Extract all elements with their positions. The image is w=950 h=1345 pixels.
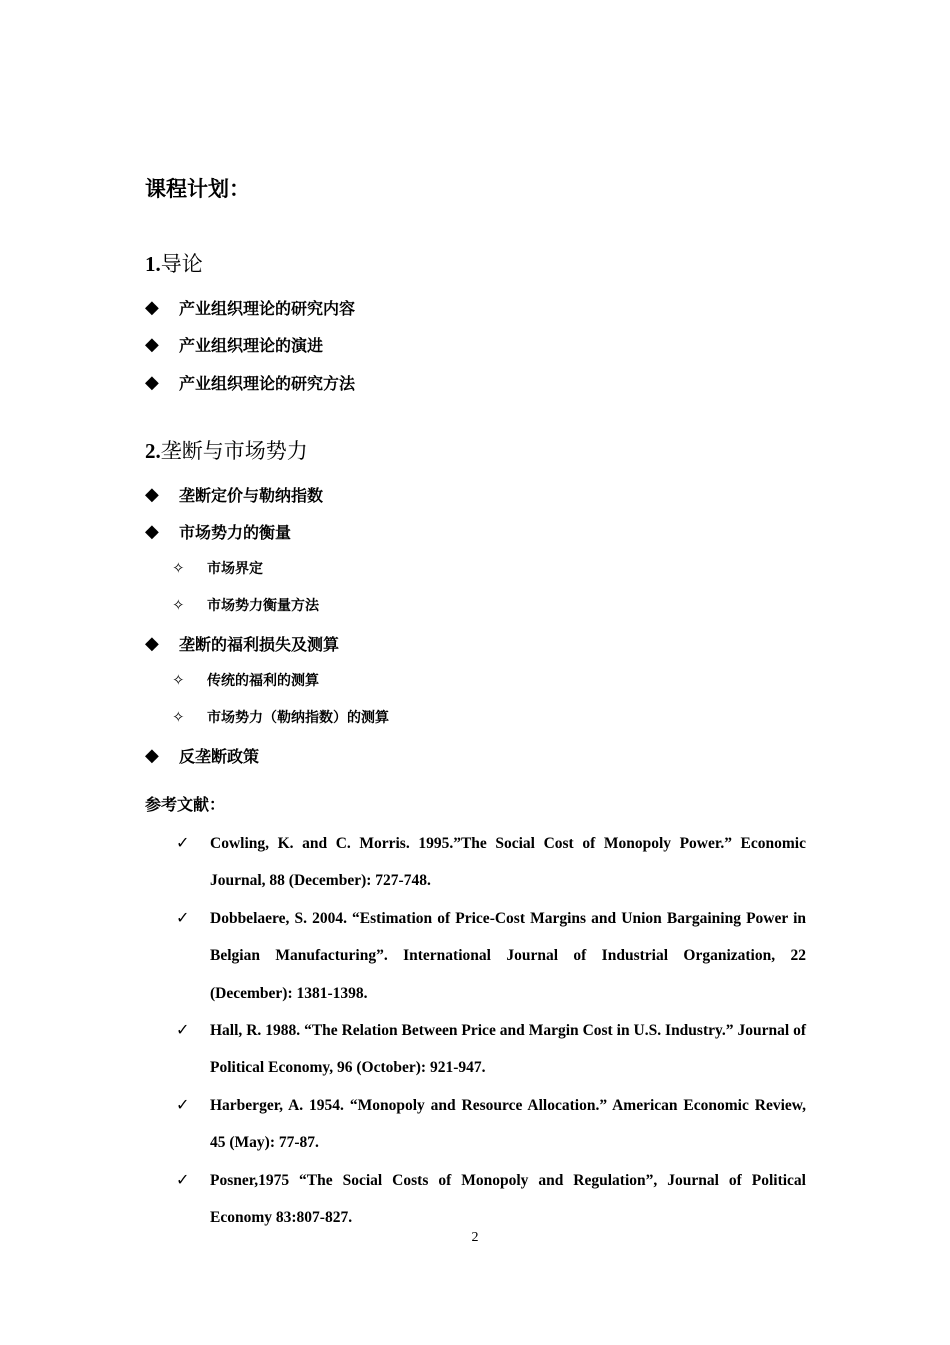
checkmark-icon: ✓ <box>176 1170 190 1189</box>
references-heading: 参考文献： <box>145 795 226 814</box>
diamond-bullet-icon: ◆ <box>145 333 159 355</box>
four-point-star-bullet-icon: ✧ <box>172 596 185 614</box>
list-item-label: 市场势力的衡量 <box>179 522 292 542</box>
four-point-star-bullet-icon: ✧ <box>172 708 185 726</box>
section-number: 2. <box>145 439 161 463</box>
diamond-bullet-icon: ◆ <box>145 632 159 654</box>
list-item <box>145 630 339 656</box>
section-2-heading <box>145 436 308 466</box>
sub-list-item <box>172 556 263 580</box>
four-point-star-bullet-icon: ✧ <box>172 671 185 689</box>
diamond-bullet-icon: ◆ <box>145 520 159 542</box>
reference-entry: Dobbelaere, S. 2004. “Estimation of Price-Cost Margins and Union Bargaining Power in Belgian Manufacturing”. International Journal of Industrial Organization, 22 (December): 1381-1398. <box>210 910 806 1002</box>
four-point-star-bullet-icon: ✧ <box>172 559 185 577</box>
list-item <box>145 481 323 507</box>
list-item-label: 产业组织理论的演进 <box>179 335 324 355</box>
diamond-bullet-icon: ◆ <box>145 483 159 505</box>
reference-entry: Hall, R. 1988. “The Relation Between Price and Margin Cost in U.S. Industry.” Journal of Political Economy, 96 (October): 921-947. <box>210 1022 806 1077</box>
diamond-bullet-icon: ◆ <box>145 296 159 318</box>
reference-entry: Posner,1975 “The Social Costs of Monopoly and Regulation”, Journal of Political Economy 83:807-827. <box>210 1172 806 1227</box>
reference-entry: Cowling, K. and C. Morris. 1995.”The Social Cost of Monopoly Power.” Economic Journal, 88 (December): 727-748. <box>210 835 806 890</box>
sub-list-item <box>172 668 319 692</box>
checkmark-icon: ✓ <box>176 833 190 852</box>
section-1-heading <box>145 249 203 279</box>
list-item <box>145 331 323 357</box>
list-item <box>145 518 291 544</box>
list-item-label: 垄断的福利损失及测算 <box>179 634 340 654</box>
sub-list-item-label: 市场势力（勒纳指数）的测算 <box>207 710 389 726</box>
list-item-label: 垄断定价与勒纳指数 <box>179 485 324 505</box>
diamond-bullet-icon: ◆ <box>145 371 159 393</box>
sub-list-item-label: 市场界定 <box>207 561 263 577</box>
list-item-label: 反垄断政策 <box>179 746 260 766</box>
list-item <box>145 294 355 320</box>
sub-list-item <box>172 705 389 729</box>
section-title: 导论 <box>160 252 203 276</box>
sub-list-item-label: 传统的福利的测算 <box>207 673 319 689</box>
list-item-label: 产业组织理论的研究方法 <box>179 373 356 393</box>
checkmark-icon: ✓ <box>176 908 190 927</box>
sub-list-item <box>172 593 319 617</box>
sub-list-item-label: 市场势力衡量方法 <box>207 598 319 614</box>
diamond-bullet-icon: ◆ <box>145 744 159 766</box>
page-title: 课程计划： <box>145 177 250 201</box>
checkmark-icon: ✓ <box>176 1095 190 1114</box>
section-title: 垄断与市场势力 <box>160 439 308 463</box>
checkmark-icon: ✓ <box>176 1020 190 1039</box>
page-number: 2 <box>471 1230 479 1245</box>
list-item-label: 产业组织理论的研究内容 <box>179 298 356 318</box>
list-item <box>145 369 355 395</box>
list-item <box>145 742 259 768</box>
section-number: 1. <box>145 252 161 276</box>
reference-entry: Harberger, A. 1954. “Monopoly and Resource Allocation.” American Economic Review, 45 (May): 77-87. <box>210 1097 806 1152</box>
